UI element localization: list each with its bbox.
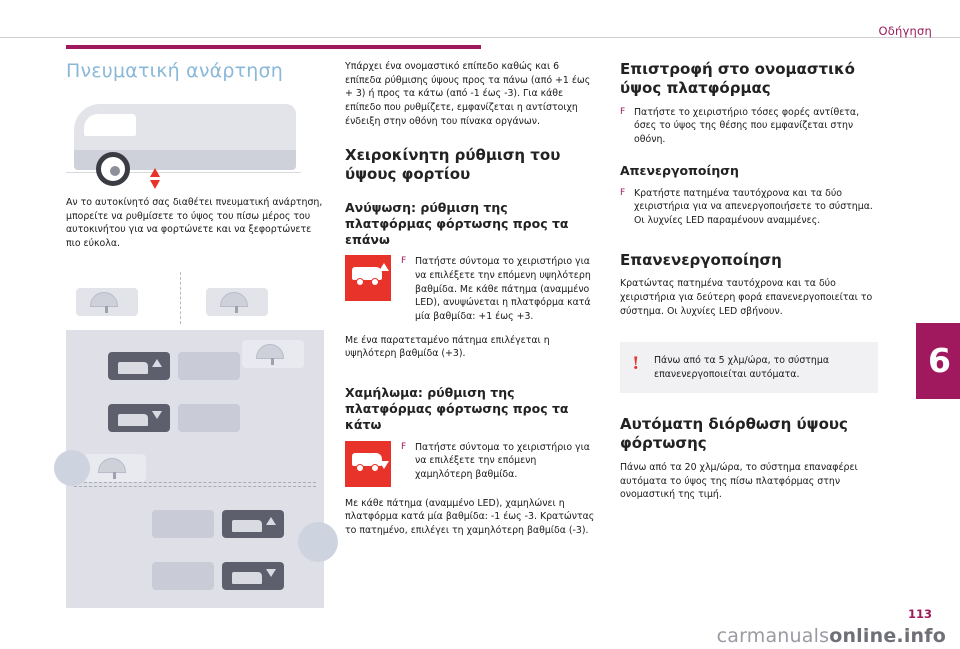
panel-button-blank-3	[152, 510, 214, 538]
panel-button-raise	[108, 352, 170, 380]
lower-instruction-row	[345, 441, 595, 487]
header-chapter-title: Οδήγηση	[878, 24, 932, 38]
panel-button-lower-2	[222, 562, 284, 590]
intro-text-block	[66, 196, 324, 261]
height-down-marker-icon	[150, 180, 160, 189]
deactivate-bullet	[620, 187, 878, 228]
return-nominal-text: Πατήστε το χειριστήριο τόσες φορές αντίθετα, όσες το ύψος της θέσης που εμφανίζεται στην οθόνη.	[634, 106, 860, 145]
raise-instruction-text: Πατήστε σύντομα το χειριστήριο για να επιλέξετε την επόμενη υψηλότερη βαθμίδα. Με κάθε πάτημα (αναμμένο LED), ανυψώνεται η πλατφόρμα κατά μία βαθμίδα: +1 έως +3.	[415, 256, 591, 322]
van-window	[84, 114, 136, 136]
column-left	[66, 60, 324, 84]
reactivate-paragraph: Κρατώντας πατημένα ταυτόχρονα και τα δύο χειριστήρια για δεύτερη φορά επανενεργοποιείται το σύστημα. Οι λυχνίες LED σβήνουν.	[620, 278, 873, 317]
section-auto-correction: Αυτόματη διόρθωση ύψους φόρτωσης	[620, 415, 848, 453]
panel-circle-left	[54, 450, 90, 486]
remote-switch-left	[76, 288, 138, 316]
watermark-part-b: online.info	[829, 625, 946, 647]
section-return-nominal: Επιστροφή στο ονομαστικό ύψος πλατφόρμας	[620, 60, 855, 97]
lower-note: Με κάθε πάτημα (αναμμένο LED), χαμηλώνει η πλατφόρμα κατά μία βαθμίδα: -1 έως -3. Κρατώντας το πατημένο, επιλέγει τη χαμηλότερη βαθμίδα (-3).	[345, 497, 595, 536]
remote-switches-illustration	[66, 278, 324, 326]
chapter-tab	[916, 323, 960, 399]
watermark-part-a: carmanuals	[716, 625, 830, 647]
van-wheel	[96, 152, 130, 186]
section-manual-adjust: Χειροκίνητη ρύθμιση του ύψους φορτίου	[345, 146, 561, 183]
subsection-raise: Ανύψωση: ρύθμιση της πλατφόρμας φόρτωσης προς τα επάνω	[345, 199, 569, 248]
section-reactivate: Επανενεργοποίηση	[620, 250, 782, 269]
levels-paragraph: Υπάρχει ένα ονομαστικό επίπεδο καθώς και 6 επίπεδα ρύθμισης ύψους προς τα πάνω (από +1 έως + 3) ή προς τα κάτω (από -1 έως -3). Για κάθε επίπεδο που ρυθμίζετε, εμφανίζεται η αντίστοιχη ένδειξη στην οθόνη του πίνακα οργάνων.	[345, 61, 591, 127]
bullet-marker-icon: F	[401, 256, 407, 267]
panel-switch-top	[242, 340, 304, 368]
page-title: Πνευματική ανάρτηση	[66, 60, 284, 82]
bullet-marker-icon: F	[401, 441, 407, 452]
remote-switch-right	[206, 288, 268, 316]
header-divider	[0, 37, 960, 38]
subsection-lower: Χαμήλωμα: ρύθμιση της πλατφόρμας φόρτωσης προς τα κάτω	[345, 384, 569, 433]
panel-button-blank-2	[178, 404, 240, 432]
panel-button-blank-1	[178, 352, 240, 380]
warning-icon: !	[632, 354, 640, 375]
height-up-marker-icon	[150, 168, 160, 177]
chapter-tab-number: 6	[928, 341, 951, 380]
bullet-marker-icon: F	[620, 187, 626, 198]
raise-note: Με ένα παρατεταμένο πάτημα επιλέγεται η υψηλότερη βαθμίδα (+3).	[345, 334, 550, 360]
illustration-divider	[180, 272, 182, 324]
column-middle	[345, 60, 595, 547]
page-number: 113	[907, 607, 932, 621]
column-right	[620, 60, 878, 512]
lower-instruction-text: Πατήστε σύντομα το χειριστήριο για να επιλέξετε την επόμενη χαμηλότερη βαθμίδα.	[415, 441, 590, 480]
warning-box	[620, 342, 878, 393]
raise-platform-icon	[345, 255, 391, 301]
panel-button-lower	[108, 404, 170, 432]
panel-switch-mid	[84, 454, 146, 482]
title-underline	[66, 45, 481, 49]
lower-platform-icon	[345, 441, 391, 487]
bullet-marker-icon: F	[620, 106, 626, 117]
raise-instruction-row	[345, 255, 595, 323]
return-nominal-bullet	[620, 106, 878, 147]
warning-text: Πάνω από τα 5 χλμ/ώρα, το σύστημα επανενεργοποιείται αυτόματα.	[654, 355, 830, 380]
intro-paragraph: Αν το αυτοκίνητό σας διαθέτει πνευματική ανάρτηση, μπορείτε να ρυθμίσετε το ύψος του πίσω μέρος του αυτοκινήτου για να φορτώνετε και να ξεφορτώνετε πιο εύκολα.	[66, 197, 323, 249]
panel-button-blank-4	[152, 562, 214, 590]
panel-circle-right	[298, 522, 338, 562]
van-illustration	[66, 88, 324, 193]
subsection-deactivate: Απενεργοποίηση	[620, 163, 739, 179]
deactivate-text: Κρατήστε πατημένα ταυτόχρονα και τα δύο χειριστήρια για να απενεργοποιήσετε το σύστημα. Οι λυχνίες LED παραμένουν αναμμένες.	[634, 187, 873, 226]
panel-button-raise-2	[222, 510, 284, 538]
control-panel-illustration	[66, 330, 324, 608]
watermark	[717, 625, 946, 647]
auto-correction-paragraph: Πάνω από τα 20 χλμ/ώρα, το σύστημα επαναφέρει αυτόματα το ύψος της πίσω πλατφόρμας στην ονομαστική της τιμή.	[620, 461, 858, 501]
